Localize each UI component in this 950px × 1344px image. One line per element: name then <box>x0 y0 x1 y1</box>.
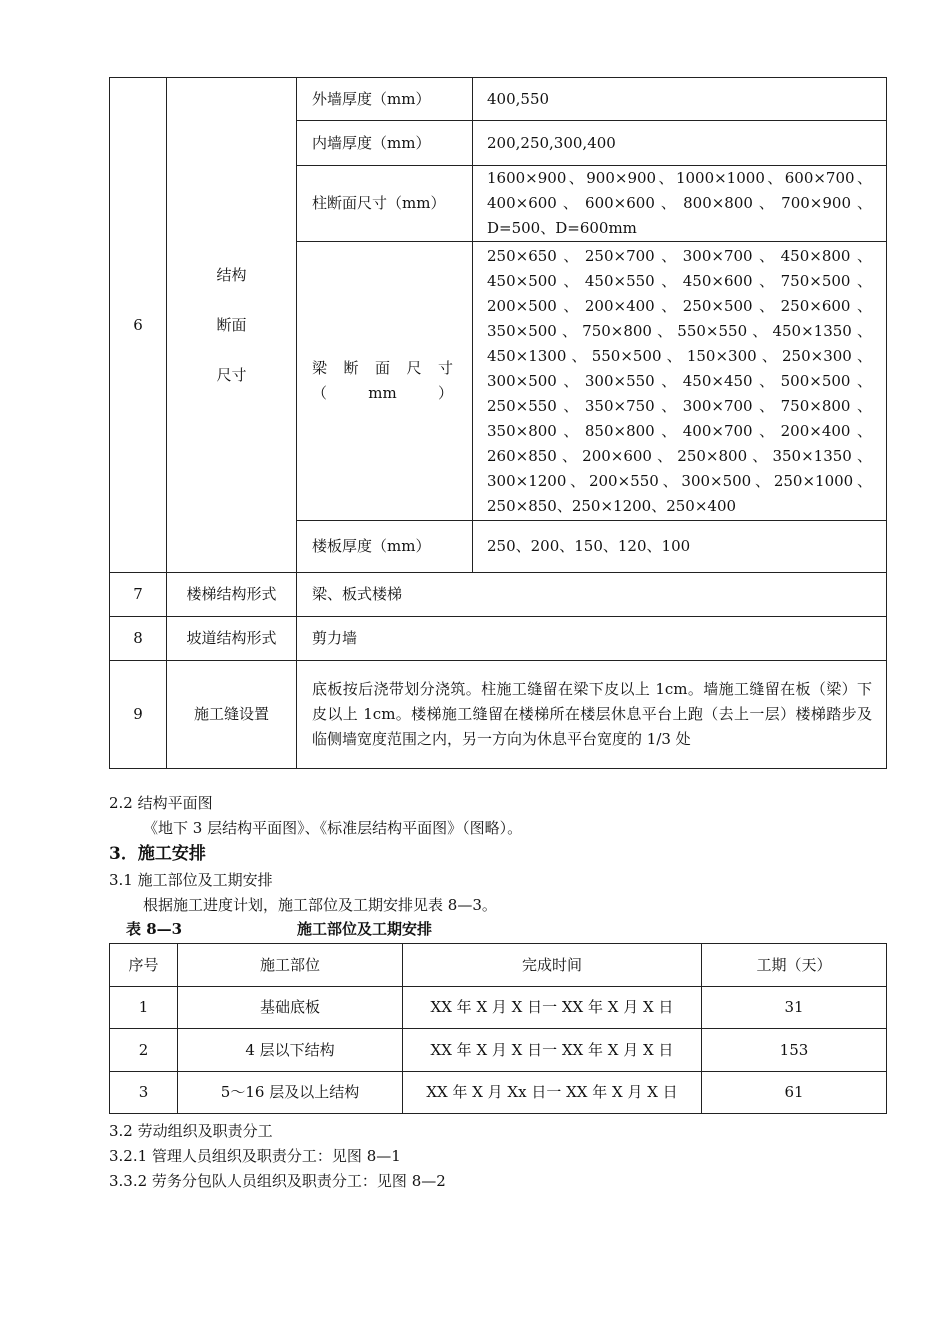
table-row <box>110 573 887 617</box>
sub-label: 外墙厚度（mm） <box>297 78 473 121</box>
row-number: 8 <box>110 617 167 661</box>
table-row <box>110 1072 887 1114</box>
table-cell: 61 <box>702 1072 887 1114</box>
column-header: 施工部位 <box>178 944 403 987</box>
table-header-row <box>110 944 887 987</box>
paragraph: 《地下 3 层结构平面图》、《标准层结构平面图》（图略）。 <box>143 819 523 837</box>
section-heading-3-3-2: 3.3.2 劳务分包队人员组织及职责分工：见图 8—2 <box>109 1172 446 1190</box>
table-row <box>110 78 887 121</box>
row-category: 施工缝设置 <box>167 661 297 769</box>
category-line: 断面 <box>216 316 247 334</box>
structure-section-table <box>109 77 887 769</box>
sub-label: 楼板厚度（mm） <box>297 521 473 573</box>
beam-label-text: 梁 断 面 尺 寸（mm） <box>312 359 453 402</box>
table-cell: 31 <box>702 987 887 1029</box>
sub-value: 1600×900、900×900、1000×1000、600×700、400×600 、 600×600 、 800×800 、 700×900 、 D=500、D=600mm <box>473 166 887 242</box>
row-number: 7 <box>110 573 167 617</box>
column-header: 完成时间 <box>403 944 702 987</box>
table-cell: 153 <box>702 1029 887 1072</box>
section-heading-3-2: 3.2 劳动组织及职责分工 <box>109 1122 273 1140</box>
column-header: 序号 <box>110 944 178 987</box>
row-number: 6 <box>110 78 167 573</box>
row-value: 剪力墙 <box>297 617 887 661</box>
table-cell: XX 年 X 月 Xx 日一 XX 年 X 月 X 日 <box>403 1072 702 1114</box>
row-category <box>167 78 297 573</box>
table-cell: XX 年 X 月 X 日一 XX 年 X 月 X 日 <box>403 1029 702 1072</box>
table-cell: 1 <box>110 987 178 1029</box>
category-line: 尺寸 <box>216 366 247 384</box>
row-value: 梁、板式楼梯 <box>297 573 887 617</box>
sub-label: 柱断面尺寸（mm） <box>297 166 473 242</box>
sub-label <box>297 242 473 521</box>
sub-value: 200,250,300,400 <box>473 121 887 166</box>
section-heading-3-2-1: 3.2.1 管理人员组织及职责分工：见图 8—1 <box>109 1147 401 1165</box>
table-cell: 基础底板 <box>178 987 403 1029</box>
sub-value: 400,550 <box>473 78 887 121</box>
category-line: 结构 <box>216 266 247 284</box>
table-row <box>110 1029 887 1072</box>
column-header: 工期（天） <box>702 944 887 987</box>
sub-value: 250×650、250×700、300×700、450×800、450×500、450×550、450×600、750×500、200×500、200×400、250×500、250×600、350×500、750×800、550×550、450×1350、450×1300、550×500、150×300、250×300、300×500、300×550、450×450、500×500、250×550、350×750、300×700、750×800、350×800、850×800、400×700、200×400、260×850、200×600、250×800、350×1350、300×1200、200×550、300×500、250×1000、250×850、250×1200、250×400 <box>473 242 887 521</box>
table-row <box>110 987 887 1029</box>
table-cell: XX 年 X 月 X 日一 XX 年 X 月 X 日 <box>403 987 702 1029</box>
schedule-table <box>109 943 887 1114</box>
sub-value: 250、200、150、120、100 <box>473 521 887 573</box>
row-value: 底板按后浇带划分浇筑。柱施工缝留在梁下皮以上 1cm。墙施工缝留在板（梁）下皮以上 1cm。楼梯施工缝留在楼梯所在楼层休息平台上跑（去上一层）楼梯踏步及临侧墙宽度范围之内，另一方向为休息平台宽度的 1/3 处 <box>297 661 887 769</box>
table-row <box>110 617 887 661</box>
sub-label: 内墙厚度（mm） <box>297 121 473 166</box>
row-category: 坡道结构形式 <box>167 617 297 661</box>
row-category: 楼梯结构形式 <box>167 573 297 617</box>
table-cell: 3 <box>110 1072 178 1114</box>
table-title: 施工部位及工期安排 <box>297 920 433 938</box>
section-heading-3: 3．施工安排 <box>109 844 206 864</box>
row-number: 9 <box>110 661 167 769</box>
table-cell: 2 <box>110 1029 178 1072</box>
table-cell: 4 层以下结构 <box>178 1029 403 1072</box>
table-row <box>110 661 887 769</box>
paragraph: 根据施工进度计划，施工部位及工期安排见表 8—3。 <box>143 896 497 914</box>
section-heading-2-2: 2.2 结构平面图 <box>109 794 213 812</box>
table-number: 表 8—3 <box>126 920 183 938</box>
section-heading-3-1: 3.1 施工部位及工期安排 <box>109 871 273 889</box>
table-cell: 5～16 层及以上结构 <box>178 1072 403 1114</box>
